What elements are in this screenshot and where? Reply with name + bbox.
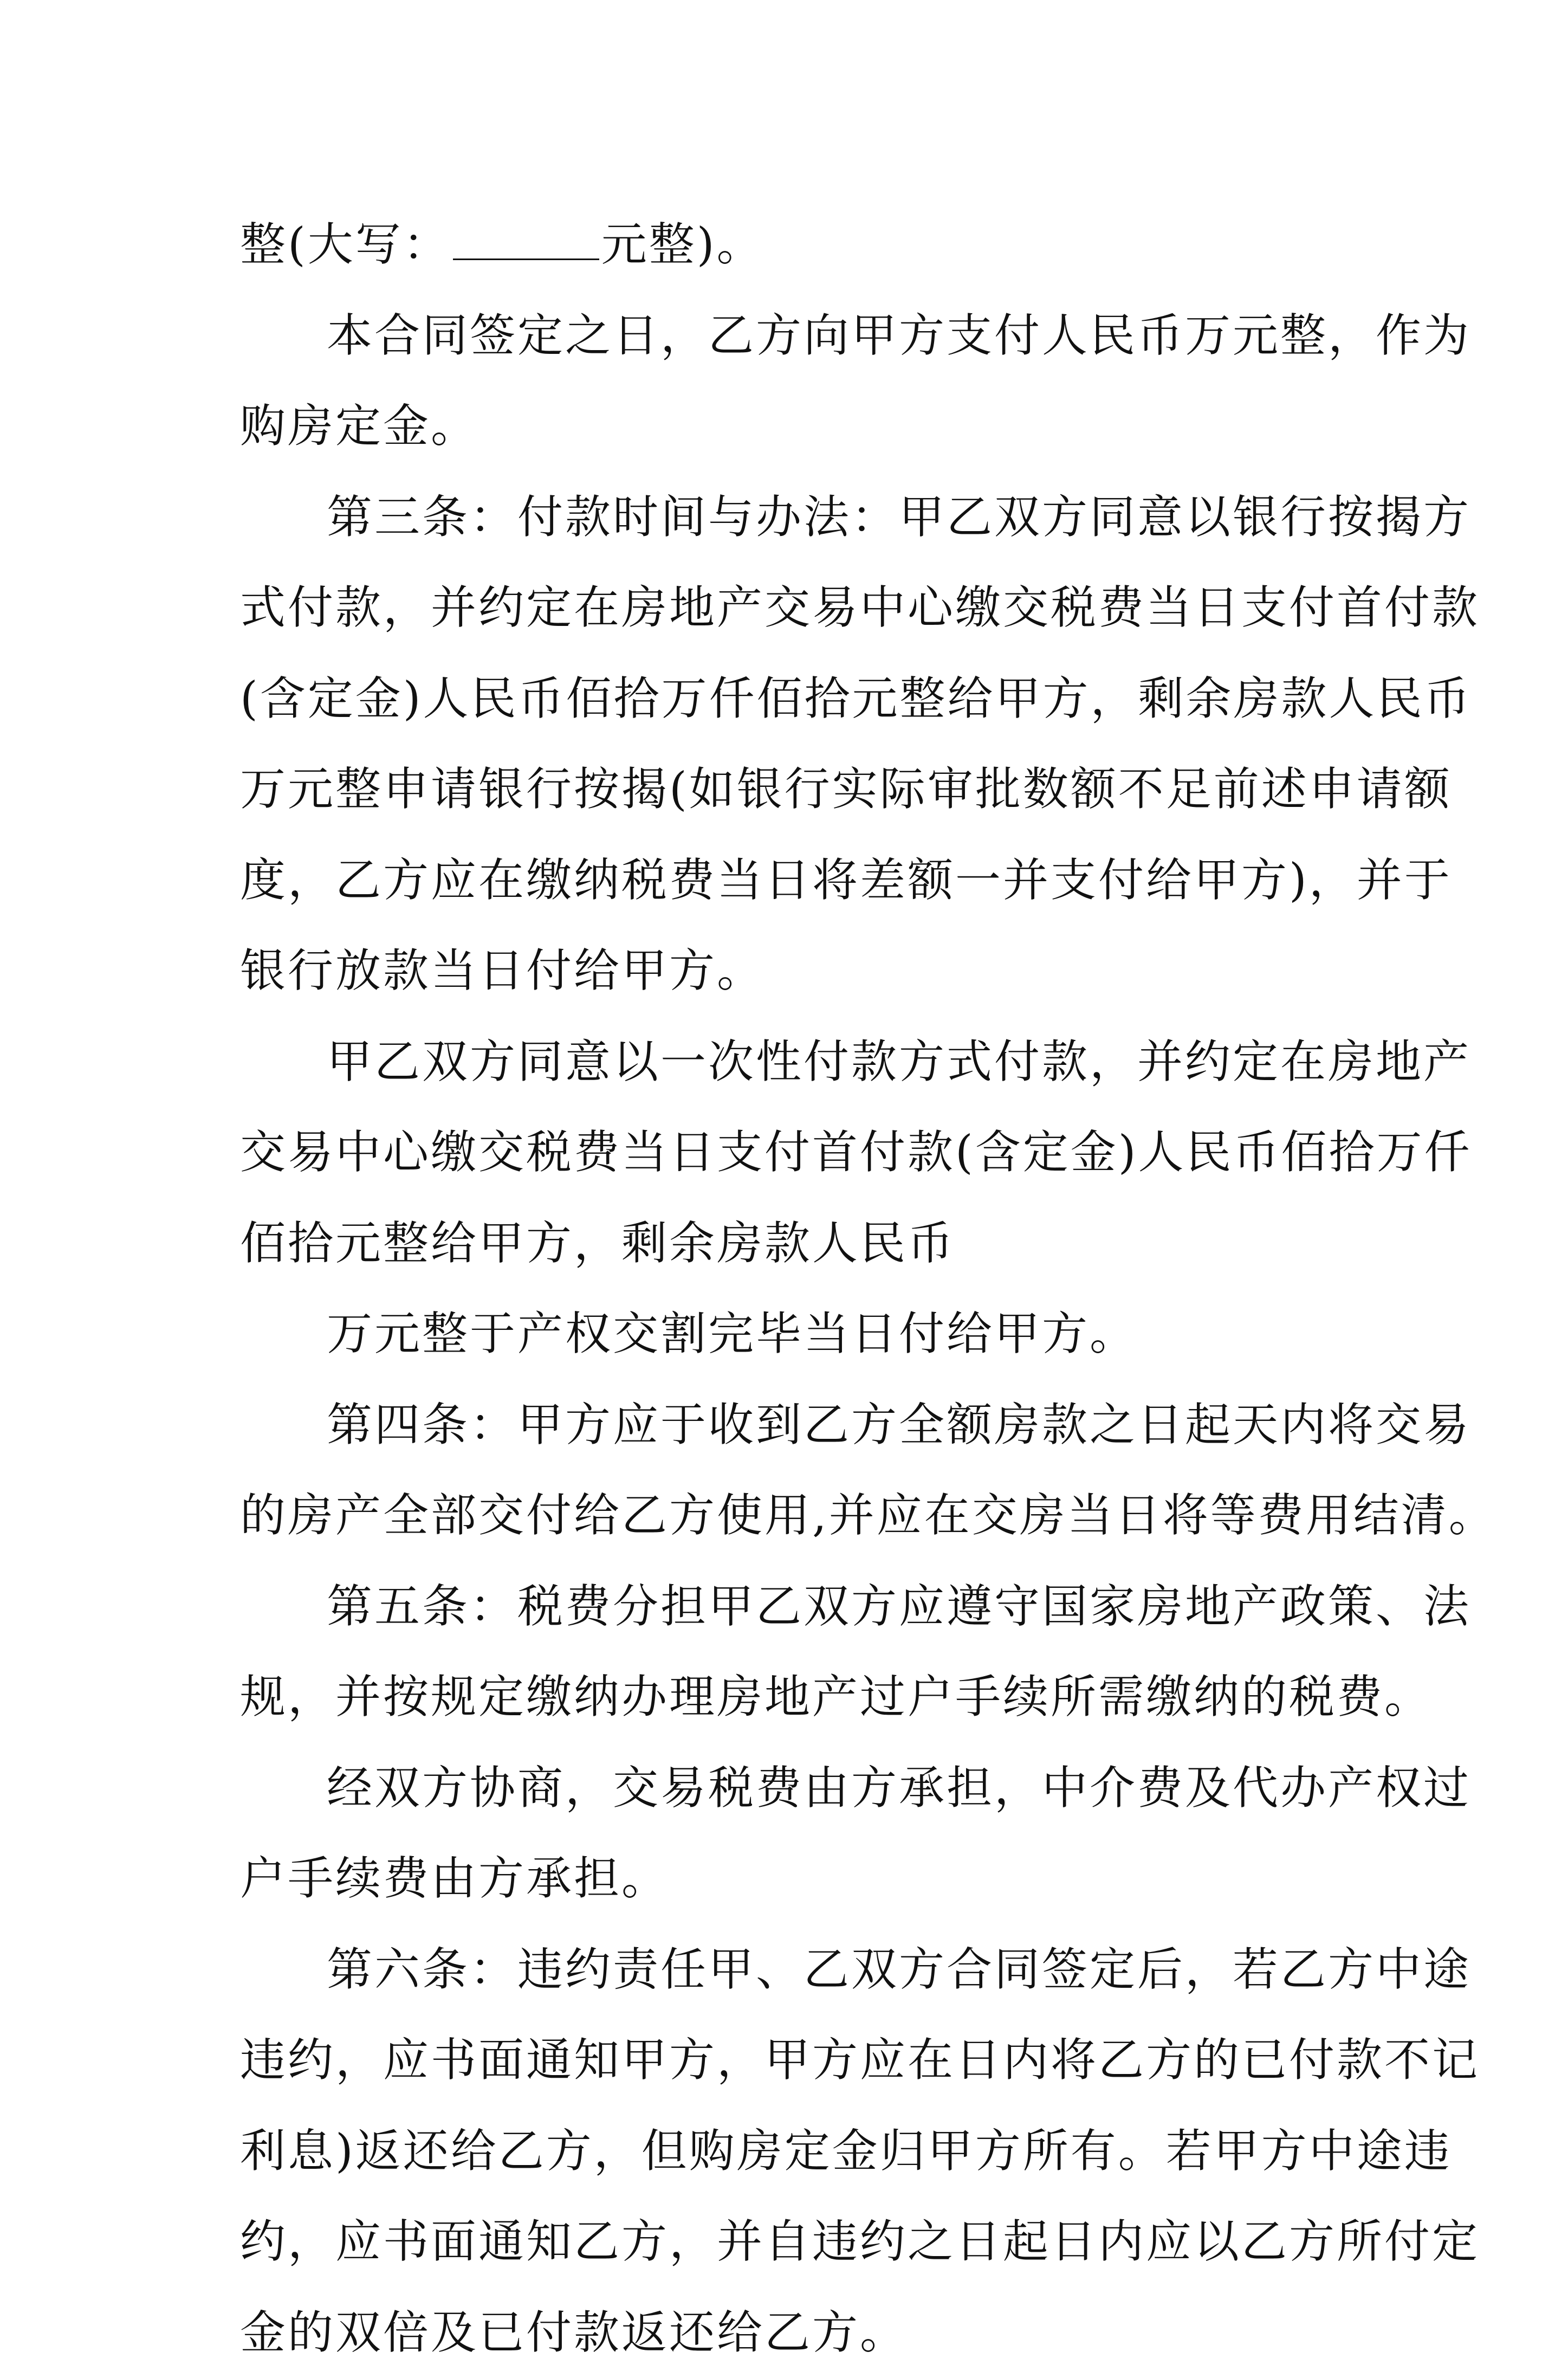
text-line: 违约，应书面通知甲方，甲方应在日内将乙方的已付款不记 <box>240 2015 1345 2106</box>
text-line: 甲乙双方同意以一次性付款方式付款，并约定在房地产 <box>240 1017 1345 1108</box>
text-line: 式付款，并约定在房地产交易中心缴交税费当日支付首付款 <box>240 563 1345 654</box>
text-line: 的房产全部交付给乙方使用,并应在交房当日将等费用结清。 <box>240 1470 1345 1561</box>
text-line: 经双方协商，交易税费由方承担，中介费及代办产权过 <box>240 1743 1345 1834</box>
text-line: 万元整于产权交割完毕当日付给甲方。 <box>240 1289 1345 1380</box>
text-line: (含定金)人民币佰拾万仟佰拾元整给甲方，剩余房款人民币 <box>240 654 1345 745</box>
text-line: 万元整申请银行按揭(如银行实际审批数额不足前述申请额 <box>240 744 1345 835</box>
text-segment: 元整)。 <box>601 218 764 271</box>
text-line: 本合同签定之日，乙方向甲方支付人民币万元整，作为 <box>240 290 1345 382</box>
text-segment: 整(大写： <box>240 218 451 271</box>
text-line: 利息)返还给乙方，但购房定金归甲方所有。若甲方中途违 <box>240 2106 1345 2197</box>
text-line <box>240 199 1345 290</box>
text-line: 约，应书面通知乙方，并自违约之日起日内应以乙方所付定 <box>240 2196 1345 2287</box>
text-line: 第五条：税费分担甲乙双方应遵守国家房地产政策、法 <box>240 1561 1345 1652</box>
text-line: 购房定金。 <box>240 381 1345 472</box>
text-line: 金的双倍及已付款返还给乙方。 <box>240 2287 1345 2378</box>
contract-text-body <box>240 199 1345 2378</box>
text-line: 第六条：违约责任甲、乙双方合同签定后，若乙方中途 <box>240 1924 1345 2015</box>
text-line: 第三条：付款时间与办法：甲乙双方同意以银行按揭方 <box>240 472 1345 563</box>
fill-in-blank <box>453 221 599 260</box>
text-line: 规，并按规定缴纳办理房地产过户手续所需缴纳的税费。 <box>240 1652 1345 1743</box>
text-line: 第四条：甲方应于收到乙方全额房款之日起天内将交易 <box>240 1380 1345 1471</box>
text-line: 户手续费由方承担。 <box>240 1833 1345 1924</box>
text-line: 银行放款当日付给甲方。 <box>240 926 1345 1017</box>
text-line: 佰拾元整给甲方，剩余房款人民币 <box>240 1198 1345 1289</box>
text-line: 交易中心缴交税费当日支付首付款(含定金)人民币佰拾万仟 <box>240 1107 1345 1198</box>
text-line: 度，乙方应在缴纳税费当日将差额一并支付给甲方)，并于 <box>240 835 1345 926</box>
